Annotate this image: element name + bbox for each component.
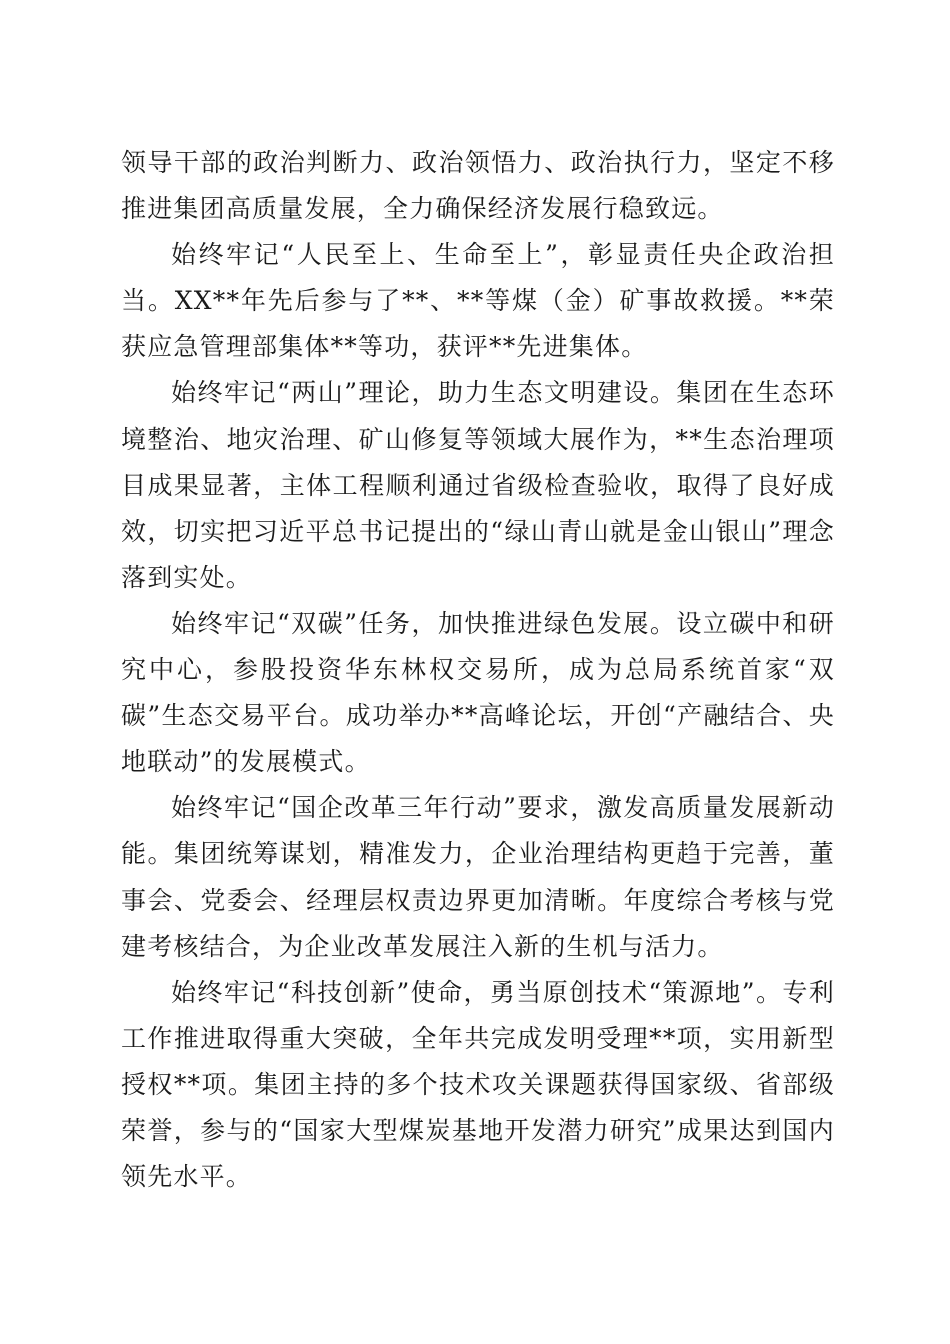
paragraph-dual-carbon: 始终牢记“双碳”任务，加快推进绿色发展。设立碳中和研究中心，参股投资华东林权交易所，成为总局系统首家“双碳”生态交易平台。成功举办**高峰论坛，开创“产融结合、央地联动”的发展模式。 <box>121 608 835 777</box>
paragraph-tech-innovation: 始终牢记“科技创新”使命，勇当原创技术“策源地”。专利工作推进取得重大突破，全年共完成发明受理**项，实用新型授权**项。集团主持的多个技术攻关课题获得国家级、省部级荣誉，参与的“国家大型煤炭基地开发潜力研究”成果达到国内领先水平。 <box>121 977 835 1192</box>
paragraph-people-first: 始终牢记“人民至上、生命至上”，彰显责任央企政治担当。XX**年先后参与了**、**等煤（金）矿事故救援。**荣获应急管理部集体**等功，获评**先进集体。 <box>121 240 835 362</box>
paragraph-continuation: 领导干部的政治判断力、政治领悟力、政治执行力，坚定不移推进集团高质量发展，全力确保经济发展行稳致远。 <box>121 148 835 224</box>
document-body <box>121 140 835 1200</box>
paragraph-two-mountains: 始终牢记“两山”理论，助力生态文明建设。集团在生态环境整治、地灾治理、矿山修复等领域大展作为，**生态治理项目成果显著，主体工程顺利通过省级检查验收，取得了良好成效，切实把习近平总书记提出的“绿山青山就是金山银山”理念落到实处。 <box>121 378 835 592</box>
paragraph-soe-reform: 始终牢记“国企改革三年行动”要求，激发高质量发展新动能。集团统筹谋划，精准发力，企业治理结构更趋于完善，董事会、党委会、经理层权责边界更加清晰。年度综合考核与党建考核结合，为企业改革发展注入新的生机与活力。 <box>121 793 835 961</box>
